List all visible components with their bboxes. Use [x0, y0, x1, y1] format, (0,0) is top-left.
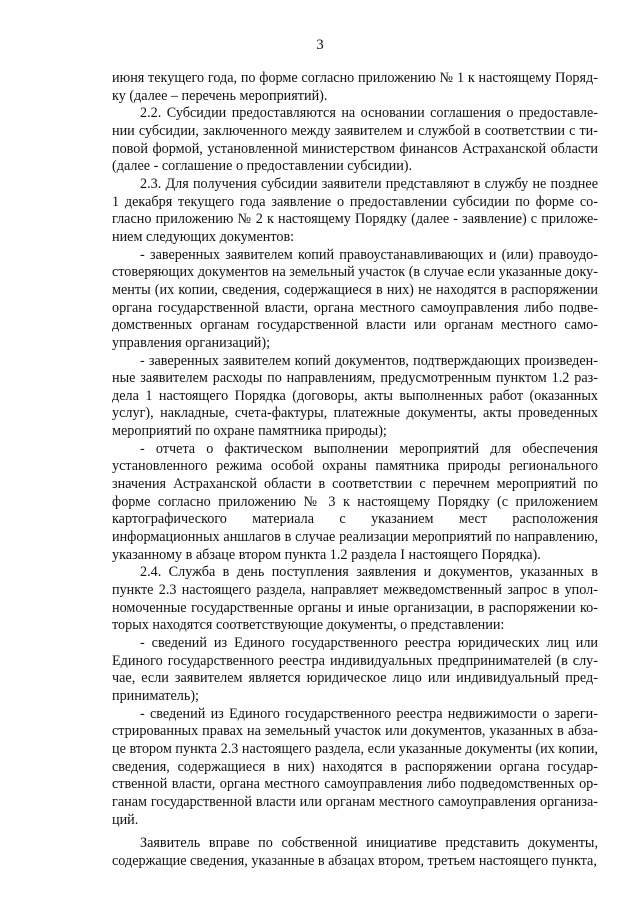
- list-item-expense-documents: - заверенных заявителем копий документов, подтверждающих произведенные заявителем расходы по направлениям, предусмотренным пунктом 1.2 раздела 1 настоящего Порядка (договоры, акты выполненных работ (оказанных услуг), накладные, счета-фактуры, платежные документы, акты проведенных мероприятий по охране памятника природы);: [112, 352, 598, 440]
- list-item-title-documents: - заверенных заявителем копий правоустанавливающих и (или) правоудостоверяющих документов на земельный участок (в случае если указанные документы (их копии, сведения, содержащиеся в них) не находятся в распоряжении органа государственной власти, органа местного самоуправления либо подведомственных органам государственной власти или органам местного самоуправления организаций);: [112, 246, 598, 351]
- list-item-activity-report: - отчета о фактическом выполнении мероприятий для обеспечения установленного режима особой охраны памятника природы регионального значения Астраханской области в соответствии с перечнем мероприятий по форме согласно приложению № 3 к настоящему Порядку (с приложением картографического материала с указанием мест расположения информационных аншлагов в случае реализации мероприятий по направлению, указанному в абзаце втором пункта 1.2 раздела I настоящего Порядка).: [112, 440, 598, 563]
- paragraph-applicant-right: Заявитель вправе по собственной инициативе представить документы, содержащие сведения, указанные в абзацах втором, третьем настоящего пункта,: [112, 835, 598, 869]
- paragraph-2-4: 2.4. Служба в день поступления заявления и документов, указанных в пункте 2.3 настоящего раздела, направляет межведомственный запрос в уполномоченные государственные органы и иные организации, в распоряжении которых находятся соответствующие документы, о представлении:: [112, 564, 598, 634]
- page-number: 3: [316, 37, 324, 53]
- paragraph-2-3: 2.3. Для получения субсидии заявители представляют в службу не позднее 1 декабря текущего года заявление о предоставлении субсидии по форме согласно приложению № 2 к настоящему Порядку (далее - заявление) с приложением следующих документов:: [112, 175, 598, 245]
- list-item-real-estate-info: - сведений из Единого государственного реестра недвижимости о зарегистрированных правах на земельный участок или документов, указанных в абзаце втором пункта 2.3 настоящего раздела, если указанные документы (их копии, сведения, содержащиеся в них) находятся в распоряжении органа государственной власти, органа местного самоуправления либо подведомственных органам государственной власти или органам местного самоуправления организаций.: [112, 705, 598, 828]
- paragraph-continuation: июня текущего года, по форме согласно приложению № 1 к настоящему Порядку (далее – перечень мероприятий).: [112, 70, 598, 104]
- list-item-registry-info: - сведений из Единого государственного реестра юридических лиц или Единого государственного реестра индивидуальных предпринимателей (в случае, если заявителем является юридическое лицо или индивидуальный предприниматель);: [112, 635, 598, 704]
- paragraph-2-2: 2.2. Субсидии предоставляются на основании соглашения о предоставлении субсидии, заключенного между заявителем и службой в соответствии с типовой формой, установленной министерством финансов Астраханской области (далее - соглашение о предоставлении субсидии).: [112, 105, 598, 175]
- document-body: [112, 70, 598, 871]
